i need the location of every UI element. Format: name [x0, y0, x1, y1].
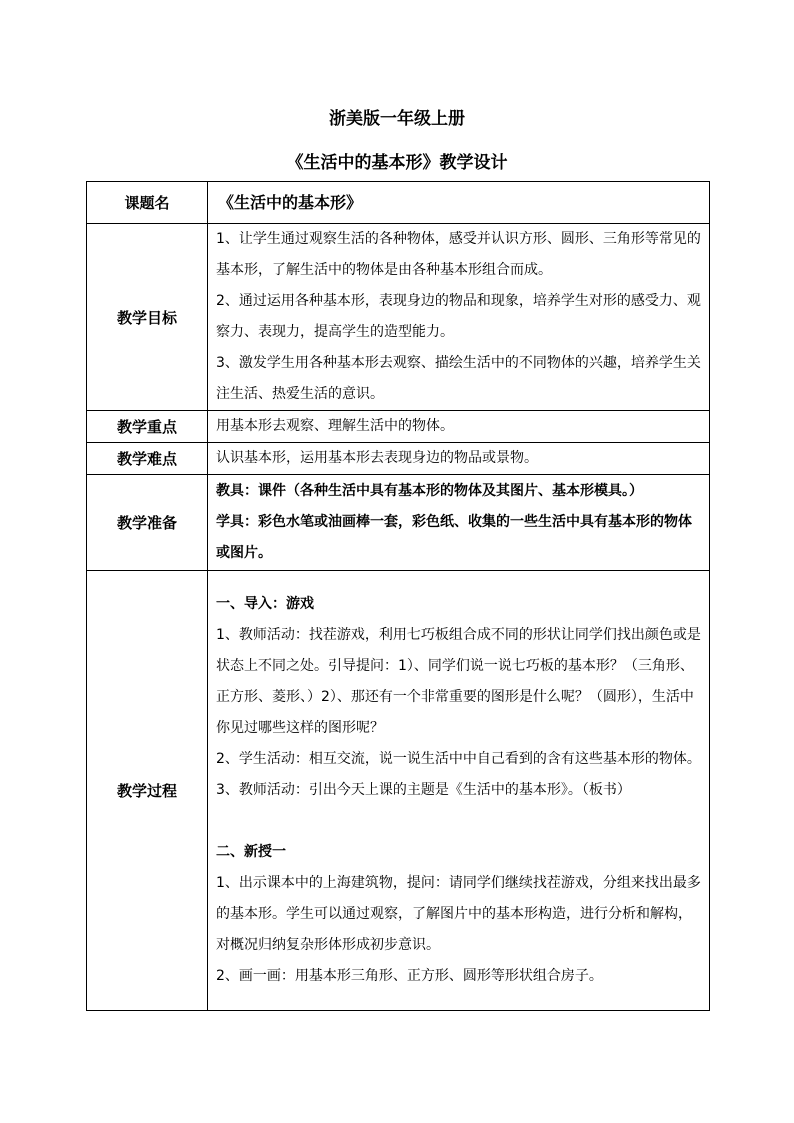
process-item: 3、教师活动：引出今天上课的主题是《生活中的基本形》。（板书）	[216, 782, 631, 798]
goals-content	[208, 224, 710, 411]
row-goals	[87, 224, 710, 411]
process-item: 2、学生活动：相互交流，说一说生活中中自己看到的含有这些基本形的物体。	[216, 751, 701, 767]
topic-value: 《生活中的基本形》	[208, 182, 710, 224]
process-label: 教学过程	[87, 571, 208, 1011]
row-topic	[87, 182, 710, 224]
key-point-label: 教学重点	[87, 411, 208, 443]
difficulty-value: 认识基本形，运用基本形去表现身边的物品或景物。	[208, 443, 710, 475]
preparation-student: 学具：彩色水笔或油画棒一套，彩色纸、收集的一些生活中具有基本形的物体或图片。	[216, 514, 692, 561]
goal-item: 2、通过运用各种基本形，表现身边的物品和现象，培养学生对形的感受力、观察力、表现力，提高学生的造型能力。	[216, 293, 701, 340]
process-item: 1、出示课本中的上海建筑物，提问：请同学们继续找茬游戏，分组来找出最多的基本形。学生可以通过观察，了解图片中的基本形构造，进行分析和解构，对概况归纳复杂形体形成初步意识。	[216, 875, 701, 953]
process-content	[208, 571, 710, 1011]
goals-label: 教学目标	[87, 224, 208, 411]
goal-item: 3、激发学生用各种基本形去观察、描绘生活中的不同物体的兴趣，培养学生关注生活、热爱生活的意识。	[216, 355, 701, 402]
preparation-content	[208, 475, 710, 571]
row-difficulty	[87, 443, 710, 475]
row-preparation	[87, 475, 710, 571]
topic-label: 课题名	[87, 182, 208, 224]
row-key-point	[87, 411, 710, 443]
lesson-plan-table	[86, 181, 710, 1011]
process-section1-title: 一、导入：游戏	[216, 596, 314, 612]
preparation-label: 教学准备	[87, 475, 208, 571]
document-title-line1: 浙美版一年级上册	[329, 109, 465, 129]
process-item: 2、画一画：用基本形三角形、正方形、圆形等形状组合房子。	[216, 968, 603, 984]
goal-item: 1、让学生通过观察生活的各种物体，感受并认识方形、圆形、三角形等常见的基本形，了解生活中的物体是由各种基本形组合而成。	[216, 231, 701, 278]
document-title-line2: 《生活中的基本形》教学设计	[286, 153, 508, 173]
difficulty-label: 教学难点	[87, 443, 208, 475]
row-process	[87, 571, 710, 1011]
process-item: 1、教师活动：找茬游戏，利用七巧板组合成不同的形状让同学们找出颜色或是状态上不同之处。引导提问：1）、同学们说一说七巧板的基本形？（三角形、正方形、菱形、）2）、那还有一个非常重要的图形是什么呢？（圆形），生活中你见过哪些这样的图形呢？	[216, 627, 701, 736]
spacer	[216, 806, 703, 837]
preparation-teacher: 教具：课件（各种生活中具有基本形的物体及其图片、基本形模具。）	[216, 483, 643, 499]
key-point-value: 用基本形去观察、理解生活中的物体。	[208, 411, 710, 443]
process-section2-title: 二、新授一	[216, 844, 286, 860]
